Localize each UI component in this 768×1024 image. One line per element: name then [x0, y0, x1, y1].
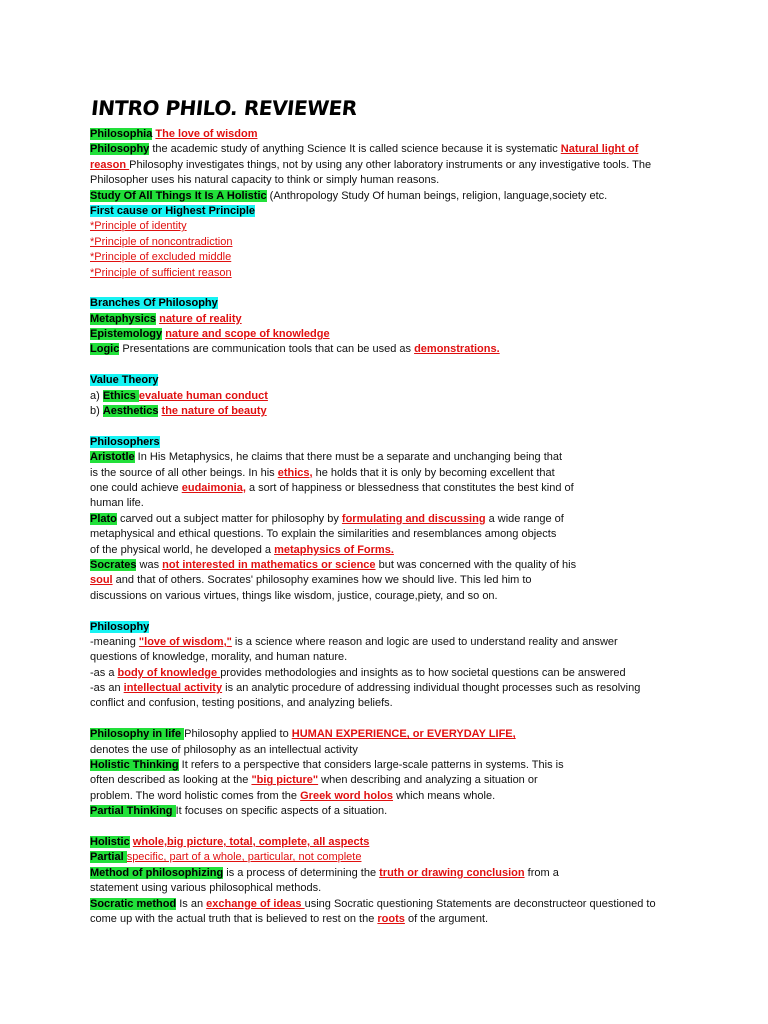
text: from a	[524, 866, 559, 879]
term-socratic-method: Socratic method	[90, 897, 177, 910]
term-socrates: Socrates	[90, 558, 137, 571]
text: It focuses on specific aspects of a situation.	[175, 805, 388, 818]
text: was	[136, 558, 163, 571]
red-forms: metaphysics of Forms.	[274, 543, 394, 556]
line-reason	[90, 158, 680, 173]
heading-value-theory: Value Theory	[90, 374, 159, 387]
text: carved out a subject matter for philosophy by	[116, 512, 342, 525]
principle-text: *Principle of excluded middle	[90, 251, 232, 264]
line-epistemology	[90, 327, 680, 342]
principle-item	[90, 266, 680, 281]
line-aristotle	[90, 450, 680, 465]
principle-item	[90, 235, 680, 250]
red-love-of-wisdom: "love of wisdom,"	[138, 635, 232, 648]
principle-text: *Principle of identity	[90, 220, 187, 233]
line-method	[90, 866, 680, 881]
line-method-2: statement using various philosophical methods.	[90, 882, 322, 895]
line-intellectual-2: conflict and confusion, testing positions, and analyzing beliefs.	[90, 697, 393, 710]
text: of the physical world, he developed a	[90, 543, 275, 556]
page-title: INTRO PHILO. REVIEWER	[90, 96, 358, 120]
red-body-of-knowledge: body of knowledge	[117, 666, 221, 679]
line-ethics	[90, 389, 680, 404]
line-philosopher: Philosopher uses his natural capacity to think or simply human reasons.	[90, 174, 440, 187]
text: -as an	[90, 682, 124, 695]
term-metaphysics: Metaphysics	[90, 312, 157, 325]
red-reason: reason	[90, 158, 130, 171]
spacer	[90, 604, 680, 619]
line-holistic	[90, 835, 680, 850]
line-metaphysics	[90, 312, 680, 327]
term-study-all-things: Study Of All Things It Is A Holistic	[90, 189, 267, 202]
text: Philosophy applied to	[184, 728, 292, 741]
spacer	[90, 358, 680, 373]
line-holistic-study	[90, 189, 680, 204]
text: provides methodologies and insights as to how societal questions can be answered	[220, 666, 626, 679]
text: of the argument.	[404, 912, 489, 925]
text: (Anthropology Study Of human beings, religion, language,society etc.	[266, 189, 608, 202]
term-aristotle: Aristotle	[90, 451, 135, 464]
line-socratic	[90, 897, 680, 912]
list-prefix: a)	[90, 389, 103, 402]
term-method-philosophizing: Method of philosophizing	[90, 866, 224, 879]
text: using Socratic questioning Statements are deconstructeor questioned to	[304, 897, 656, 910]
text: Philosophy investigates things, not by using any other laboratory instruments or any investigative tools. The	[129, 158, 652, 171]
line-big-picture	[90, 773, 680, 788]
def-metaphysics: nature of reality	[159, 312, 242, 325]
text: and that of others. Socrates' philosophy examines how we should live. This led him to	[112, 574, 532, 587]
red-eudaimonia: eudaimonia,	[181, 481, 246, 494]
text: is a process of determining the	[223, 866, 380, 879]
red-formulating: formulating and discussing	[341, 512, 486, 525]
term-ethics: Ethics	[102, 389, 139, 402]
list-prefix: b)	[90, 405, 103, 418]
line-meaning-2: questions of knowledge, morality, and human nature.	[90, 651, 348, 664]
line-meaning	[90, 635, 680, 650]
term-philosophy-in-life: Philosophy in life	[90, 728, 185, 741]
heading-philosophy: Philosophy	[90, 620, 150, 633]
red-demonstrations: demonstrations.	[414, 343, 500, 356]
line-branches-heading	[90, 296, 680, 311]
red-truth-conclusion: truth or drawing conclusion	[379, 866, 525, 879]
term-partial: Partial	[90, 851, 127, 864]
document-body	[90, 127, 680, 927]
line-plato	[90, 512, 680, 527]
text: but was concerned with the quality of his	[375, 558, 577, 571]
text: he holds that it is only by becoming excellent that	[312, 466, 555, 479]
line-body-knowledge	[90, 666, 680, 681]
line-aesthetics	[90, 404, 680, 419]
text: problem. The word holistic comes from the	[90, 789, 301, 802]
line-aristotle-2	[90, 466, 680, 481]
spacer	[90, 281, 680, 296]
def-philosophia: The love of wisdom	[155, 128, 258, 140]
red-roots: roots	[377, 912, 405, 925]
red-ethics: ethics,	[277, 466, 313, 479]
line-logic	[90, 342, 680, 357]
text: -as a	[90, 666, 118, 679]
def-epistemology: nature and scope of knowledge	[165, 328, 330, 341]
line-philosophers-heading	[90, 435, 680, 450]
heading-branches: Branches Of Philosophy	[90, 297, 218, 310]
text: Presentations are communication tools that can be used as	[119, 343, 415, 356]
text: is a science where reason and logic are used to understand reality and answer	[231, 635, 618, 648]
line-holistic-thinking	[90, 758, 680, 773]
spacer	[90, 419, 680, 434]
red-human-experience: HUMAN EXPERIENCE, or EVERYDAY LIFE,	[291, 728, 516, 741]
line-socrates-3: discussions on various virtues, things like wisdom, justice, courage,piety, and so on.	[90, 589, 498, 602]
def-holistic: whole,big picture, total, complete, all aspects	[132, 835, 370, 848]
principle-item	[90, 250, 680, 265]
def-aesthetics: the nature of beauty	[161, 405, 267, 418]
heading-first-cause: First cause or Highest Principle	[90, 204, 256, 217]
def-ethics: evaluate human conduct	[138, 389, 268, 402]
spacer	[90, 820, 680, 835]
line-aristotle-3	[90, 481, 680, 496]
text: -meaning	[90, 635, 139, 648]
text: come up with the actual truth that is believed to rest on the	[90, 912, 378, 925]
text: the academic study of anything Science It is called science because it is systematic	[149, 143, 561, 156]
red-intellectual-activity: intellectual activity	[123, 682, 223, 695]
red-natural-light: Natural light of	[560, 143, 639, 156]
text: a sort of happiness or blessedness that constitutes the best kind of	[245, 481, 574, 494]
text: is an analytic procedure of addressing individual thought processes such as resolving	[222, 682, 641, 695]
line-socrates	[90, 558, 680, 573]
term-plato: Plato	[90, 512, 117, 525]
principle-item	[90, 219, 680, 234]
line-partial-thinking	[90, 804, 680, 819]
line-denotes: denotes the use of philosophy as an intellectual activity	[90, 743, 358, 756]
term-philosophy: Philosophy	[90, 143, 150, 156]
text: It refers to a perspective that considers large-scale patterns in systems. This is	[178, 759, 564, 772]
red-greek-word-holos: Greek word holos	[300, 789, 394, 802]
spacer	[90, 712, 680, 727]
line-aristotle-4: human life.	[90, 497, 144, 510]
red-exchange-ideas: exchange of ideas	[206, 897, 305, 910]
red-big-picture: "big picture"	[251, 774, 319, 787]
text: In His Metaphysics, he claims that there must be a separate and unchanging being that	[134, 451, 563, 464]
text: a wide range of	[485, 512, 564, 525]
text: is the source of all other beings. In his	[90, 466, 278, 479]
line-intellectual	[90, 681, 680, 696]
text: Is an	[176, 897, 207, 910]
def-partial: specific, part of a whole, particular, not complete	[126, 851, 362, 864]
red-not-interested: not interested in mathematics or science	[162, 558, 376, 571]
text: one could achieve	[90, 481, 182, 494]
term-holistic: Holistic	[90, 835, 130, 848]
line-first-cause	[90, 204, 680, 219]
line-philosophia	[90, 127, 680, 142]
term-epistemology: Epistemology	[90, 328, 163, 341]
term-holistic-thinking: Holistic Thinking	[90, 759, 179, 772]
heading-philosophers: Philosophers	[90, 435, 160, 448]
line-value-theory	[90, 373, 680, 388]
term-philosophia: Philosophia	[90, 128, 153, 140]
text: when describing and analyzing a situation or	[318, 774, 538, 787]
principle-text: *Principle of noncontradiction	[90, 235, 233, 248]
term-partial-thinking: Partial Thinking	[90, 805, 176, 818]
text: which means whole.	[393, 789, 496, 802]
line-holos	[90, 789, 680, 804]
line-partial	[90, 850, 680, 865]
line-socratic-2	[90, 912, 680, 927]
principle-text: *Principle of sufficient reason	[90, 266, 232, 279]
line-philosophy-in-life	[90, 727, 680, 742]
line-socrates-2	[90, 573, 680, 588]
term-logic: Logic	[90, 343, 120, 356]
red-soul: soul	[90, 574, 113, 587]
term-aesthetics: Aesthetics	[102, 405, 159, 418]
line-plato-3	[90, 543, 680, 558]
line-philosophy-heading	[90, 620, 680, 635]
line-philosophy-def	[90, 142, 680, 157]
line-plato-2: metaphysical and ethical questions. To explain the similarities and resemblances among objects	[90, 528, 557, 541]
text: often described as looking at the	[90, 774, 252, 787]
